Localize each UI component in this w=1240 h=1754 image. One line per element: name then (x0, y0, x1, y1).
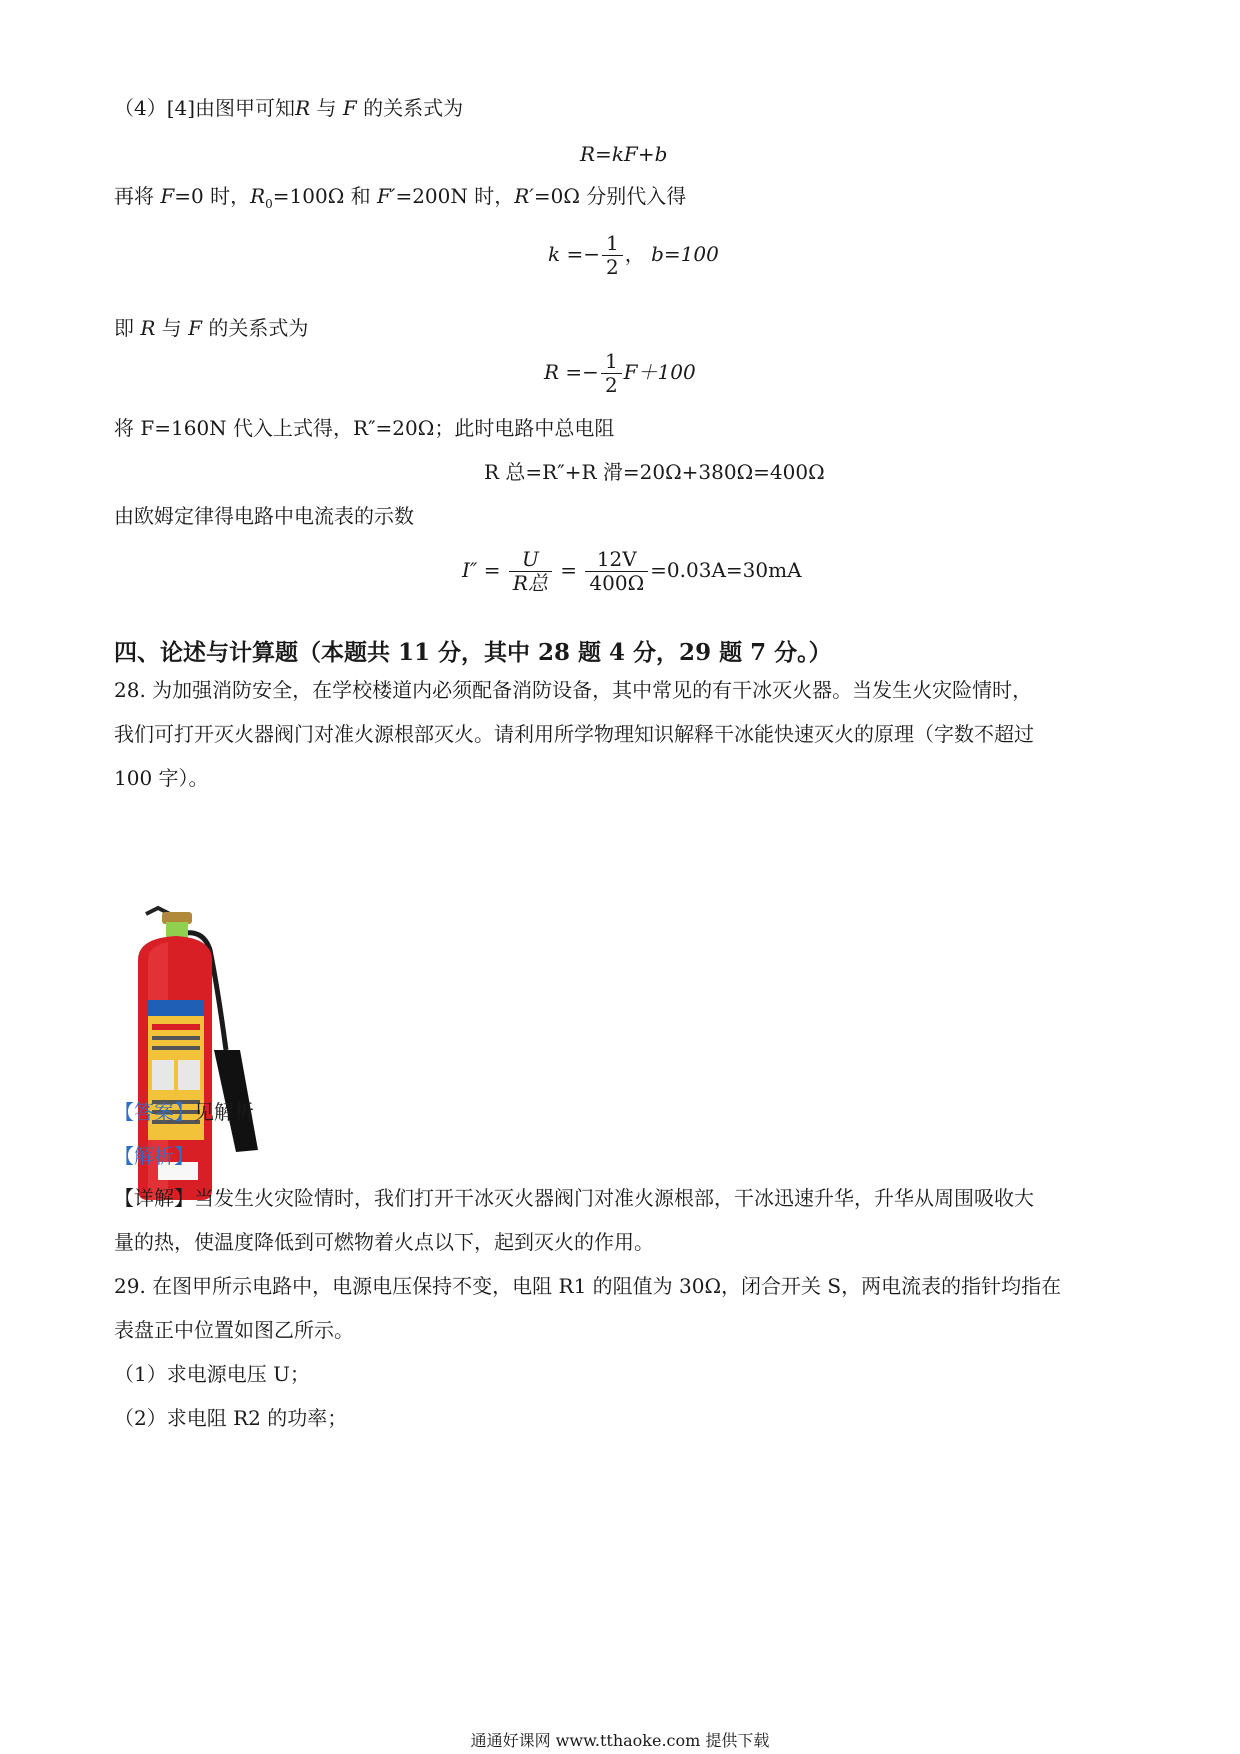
fraction-12v-400: $\frac{12V}{400\Omega}$ (585, 548, 648, 595)
footer-source: 通通好课网 www.tthaoke.com 提供下载 (470, 1731, 770, 1750)
answer-tag: 【答案】 (114, 1100, 194, 1124)
fraction-u-r: $\frac{U}{\text{R总}}$ (509, 548, 552, 595)
current-equation: I″ = $\frac{U}{\text{R总}}$ = $\frac{12V}{400\Omega}$ =0.03A=30mA (462, 547, 802, 595)
fraction-one-half-2: $\frac{1}{2}$ (601, 350, 622, 397)
q29-sub2: （2）求电阻 R2 的功率； (114, 1406, 348, 1430)
q29-sub1: （1）求电源电压 U； (114, 1362, 310, 1386)
relation-intro: 即 R 与 F 的关系式为 (114, 316, 309, 340)
section-title: 四、论述与计算题（本题共 11 分，其中 28 题 4 分，29 题 7 分。） (114, 639, 832, 666)
substitute-line: 将 F=160N 代入上式得，R″=20Ω；此时电路中总电阻 (114, 416, 615, 440)
detail-tag: 【详解】 (114, 1186, 194, 1210)
ohm-law-line: 由欧姆定律得电路中电流表的示数 (114, 504, 414, 528)
total-resistance: R 总=R″+R 滑=20Ω+380Ω=400Ω (484, 460, 825, 484)
q28-detail-line2: 量的热，使温度降低到可燃物着火点以下，起到灭火的作用。 (114, 1230, 654, 1254)
q29-line1: 29. 在图甲所示电路中，电源电压保持不变，电阻 R1 的阻值为 30Ω，闭合开关 S，两电流表的指针均指在 (114, 1274, 1062, 1298)
k-b-result: k =− $\frac{1}{2}$ ， b=100 (548, 231, 719, 279)
fraction-one-half: $\frac{1}{2}$ (602, 232, 623, 279)
q28-analysis-tag: 【解析】 (114, 1144, 194, 1168)
q28-line3: 100 字）。 (114, 766, 209, 790)
q28-detail-line1: 【详解】当发生火灾险情时，我们打开干冰灭火器阀门对准火源根部，干冰迅速升华，升华从周围吸收大 (114, 1186, 1034, 1210)
equation-r-f: R =− $\frac{1}{2}$ F＋100 (544, 349, 696, 397)
q28-line2: 我们可打开灭火器阀门对准火源根部灭火。请利用所学物理知识解释干冰能快速灭火的原理（字数不超过 (114, 722, 1034, 746)
q28-answer: 【答案】见解析 (114, 1100, 254, 1124)
substitute-intro: 再将 F=0 时，$R_0=100\Omega$ 和 F′=200N 时，R′=0Ω 分别代入得 (114, 184, 687, 211)
part4-intro: （4）[4]由图甲可知R 与 F 的关系式为 (114, 96, 464, 120)
q28-line1: 28. 为加强消防安全，在学校楼道内必须配备消防设备，其中常见的有干冰灭火器。当发生火灾险情时， (114, 678, 1033, 702)
q29-line2: 表盘正中位置如图乙所示。 (114, 1318, 354, 1342)
equation-r-kf-b: R=kF+b (580, 142, 668, 166)
